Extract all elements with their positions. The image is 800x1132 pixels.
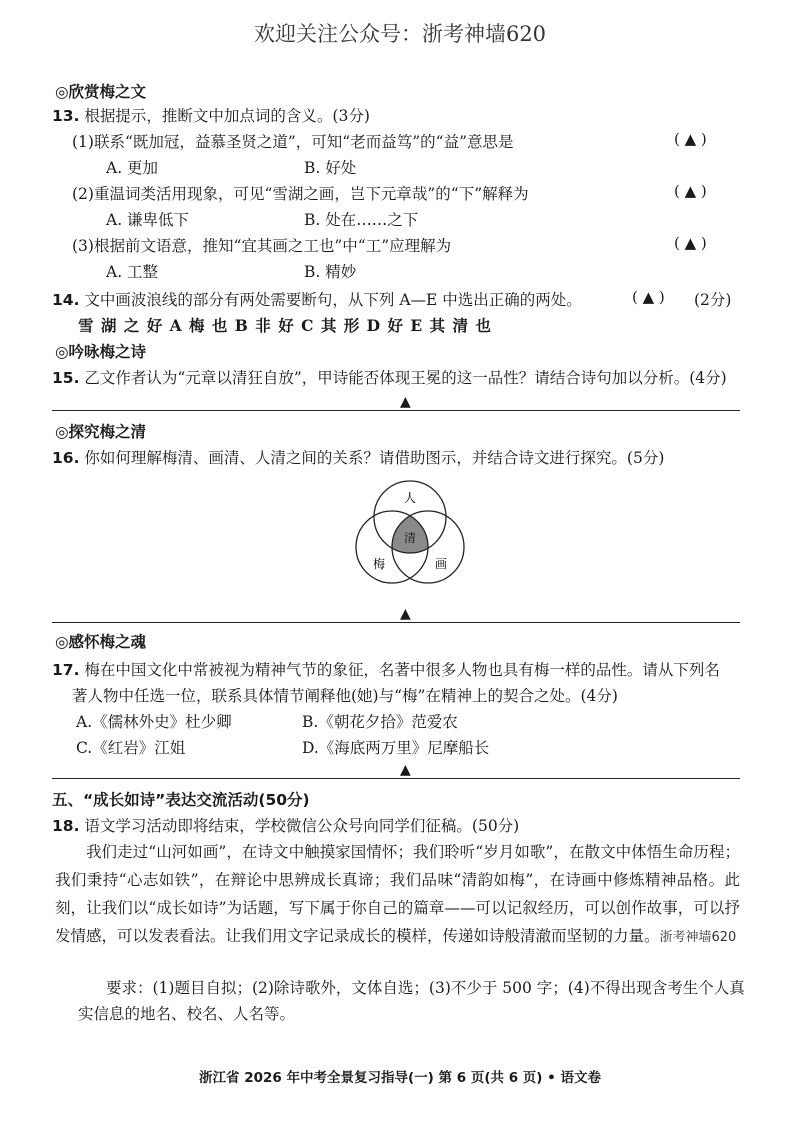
q17-option-b: B.《朝花夕拾》范爱农 bbox=[302, 713, 458, 731]
q17-option-a: A.《儒林外史》杜少卿 bbox=[76, 713, 232, 731]
q17-option-d: D.《海底两万里》尼摩船长 bbox=[302, 739, 490, 757]
question-stem: 文中画波浪线的部分有两处需要断句，从下列 A—E 中选出正确的两处。 bbox=[84, 291, 582, 309]
question-number: 14. bbox=[52, 291, 80, 309]
question-15 bbox=[52, 366, 727, 388]
question-stem: 语文学习活动即将结束，学校微信公众号向同学们征稿。(50分) bbox=[84, 817, 520, 835]
answer-triangle: ▲ bbox=[400, 606, 411, 622]
q13-sub1-option-b: B. 好处 bbox=[304, 159, 357, 177]
answer-blank: ( ▲ ) bbox=[674, 182, 707, 200]
answer-blank: ( ▲ ) bbox=[674, 234, 707, 252]
q14-sentence-line: 雪 湖 之 好 A 梅 也 B 非 好 C 其 形 D 好 E 其 清 也 bbox=[78, 316, 492, 335]
section-heading-appreciate: ◎欣赏梅之文 bbox=[55, 83, 147, 101]
page-header-title: 欢迎关注公众号：浙考神墙620 bbox=[253, 22, 547, 46]
answer-line bbox=[52, 410, 740, 411]
answer-triangle: ▲ bbox=[400, 762, 411, 778]
page-footer: 浙江省 2026 年中考全景复习指导(一) 第 6 页(共 6 页) • 语文卷 bbox=[199, 1070, 601, 1086]
q17-option-c: C.《红岩》江姐 bbox=[76, 739, 186, 757]
question-number: 15. bbox=[52, 369, 80, 387]
question-18 bbox=[52, 814, 519, 836]
q18-requirements-line-2: 实信息的地名、校名、人名等。 bbox=[78, 1005, 296, 1023]
q13-sub2-option-b: B. 处在……之下 bbox=[304, 211, 419, 229]
section-heading-soul: ◎感怀梅之魂 bbox=[55, 633, 147, 651]
q13-sub2: (2)重温词类活用现象，可见“雪湖之画，岂下元章哉”的“下”解释为 bbox=[72, 185, 529, 203]
section-heading-poem: ◎吟咏梅之诗 bbox=[55, 343, 147, 361]
question-stem: 乙文作者认为“元章以清狂自放”，甲诗能否体现王冕的这一品性？请结合诗句加以分析。(4分) bbox=[84, 369, 727, 387]
q18-prompt-text: 我们走过“山河如画”，在诗文中触摸家国情怀；我们聆听“岁月如歌”，在散文中体悟生命历程；我们秉持“心志如铁”，在辩论中思辨成长真谛；我们品味“清韵如梅”，在诗画中修炼精神品格。此刻，让我们以“成长如诗”为话题，写下属于你自己的篇章——可以记叙经历，可以创作故事，可以抒发情感，可以发表看法。让我们用文字记录成长的模样，传递如诗般清澈而坚韧的力量。 bbox=[55, 843, 740, 945]
q13-sub3-option-b: B. 精妙 bbox=[304, 263, 357, 281]
venn-diagram bbox=[350, 474, 470, 594]
q13-sub3: (3)根据前文语意，推知“宜其画之工也”中“工”应理解为 bbox=[72, 237, 452, 255]
question-14 bbox=[52, 288, 582, 310]
question-13 bbox=[52, 104, 370, 126]
answer-triangle: ▲ bbox=[400, 394, 411, 410]
answer-blank: ( ▲ ) bbox=[632, 288, 665, 306]
question-number: 16. bbox=[52, 449, 80, 467]
venn-label-right: 画 bbox=[434, 557, 448, 571]
q13-sub1: (1)联系“既加冠，益慕圣贤之道”，可知“老而益笃”的“益”意思是 bbox=[72, 133, 514, 151]
venn-label-center: 清 bbox=[403, 531, 417, 545]
question-score: (2分) bbox=[694, 291, 732, 309]
watermark-text: 浙考神墙620 bbox=[659, 930, 737, 945]
venn-label-top: 人 bbox=[403, 491, 417, 505]
answer-line bbox=[52, 778, 740, 779]
question-number: 18. bbox=[52, 817, 80, 835]
q13-sub1-option-a: A. 更加 bbox=[106, 159, 159, 177]
question-stem: 你如何理解梅清、画清、人清之间的关系？请借助图示，并结合诗文进行探究。(5分) bbox=[84, 449, 665, 467]
answer-line bbox=[52, 622, 740, 623]
question-number: 13. bbox=[52, 107, 80, 125]
question-stem-line-1: 梅在中国文化中常被视为精神气节的象征，名著中很多人物也具有梅一样的品性。请从下列名 bbox=[84, 661, 720, 679]
section-heading-explore: ◎探究梅之清 bbox=[55, 423, 147, 441]
answer-blank: ( ▲ ) bbox=[674, 130, 707, 148]
question-number: 17. bbox=[52, 661, 80, 679]
q13-sub3-option-a: A. 工整 bbox=[106, 263, 159, 281]
question-17 bbox=[52, 658, 720, 680]
q18-requirements-line-1: 要求：(1)题目自拟；(2)除诗歌外，文体自选；(3)不少于 500 字；(4)不得出现含考生个人真 bbox=[106, 979, 745, 997]
question-16 bbox=[52, 446, 664, 468]
question-stem: 根据提示，推断文中加点词的含义。(3分) bbox=[84, 107, 370, 125]
question-stem-line-2: 著人物中任选一位，联系具体情节阐释他(她)与“梅”在精神上的契合之处。(4分) bbox=[72, 687, 618, 705]
venn-label-left: 梅 bbox=[372, 557, 386, 571]
q13-sub2-option-a: A. 谦卑低下 bbox=[106, 211, 190, 229]
q18-prompt-paragraph bbox=[55, 838, 740, 952]
part-5-heading: 五、“成长如诗”表达交流活动(50分) bbox=[52, 791, 310, 809]
